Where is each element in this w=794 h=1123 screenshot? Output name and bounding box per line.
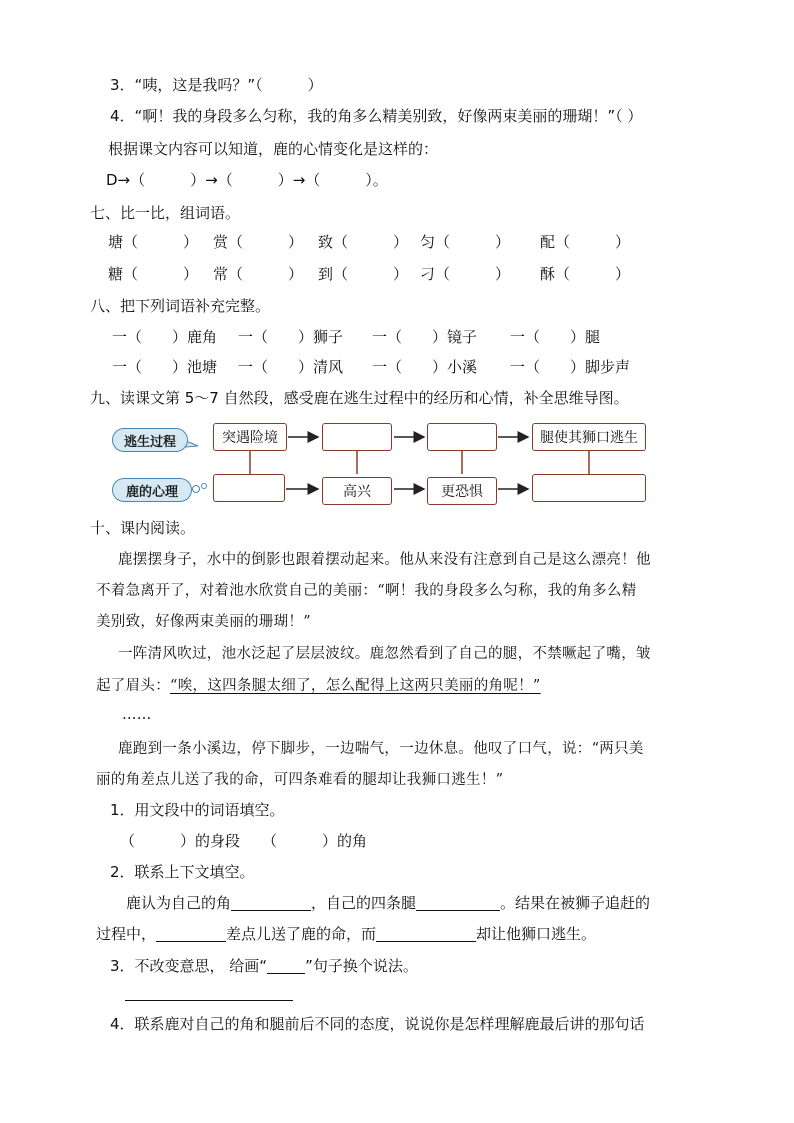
q10-s1: 1．用文段中的词语填空。 [110, 801, 285, 819]
q7-word[interactable]: 匀（ ） [420, 233, 511, 251]
underlined-sentence: “唉，这四条腿太细了，怎么配得上这两只美丽的角呢！” [170, 678, 541, 694]
q7-word[interactable]: 塘（ ） [108, 233, 199, 251]
q7-word[interactable]: 配（ ） [540, 233, 631, 251]
q8-row1 [0, 327, 794, 347]
s2-text: 差点儿送了鹿的命，而 [226, 925, 377, 943]
q6-item3: 3．“咦，这是我吗？”（ ） [110, 76, 323, 94]
q8-phrase[interactable]: 一（ ）腿 [510, 328, 601, 346]
box-bottom-3: 更恐惧 [427, 477, 497, 505]
rewrite-answer-line[interactable] [125, 1000, 293, 1001]
q10-s1-blanks [0, 831, 794, 851]
q8-phrase[interactable]: 一（ ）镜子 [372, 328, 478, 346]
passage-p2-line1: 一阵清风吹过，池水泛起了层层波纹。鹿忽然看到了自己的腿，不禁噘起了嘴，皱 [118, 646, 651, 662]
q7-row1 [0, 232, 794, 252]
box-bottom-4[interactable] [532, 474, 646, 502]
q8-phrase[interactable]: 一（ ）狮子 [238, 328, 344, 346]
passage-p1-line1: 鹿摆摆身子，水中的倒影也跟着摆动起来。他从来没有注意到自己是这么漂亮！他 [118, 552, 651, 568]
passage-text: 起了眉头： [96, 678, 170, 694]
q6-summary: 根据课文内容可以知道，鹿的心情变化是这样的： [108, 140, 439, 158]
q8-phrase[interactable]: 一（ ）池塘 [112, 358, 218, 376]
q7-word[interactable]: 糖（ ） [108, 265, 199, 283]
s2-text: 过程中， [96, 925, 157, 943]
thought-bubble [202, 484, 207, 489]
q7-word[interactable]: 常（ ） [213, 265, 304, 283]
q7-word[interactable]: 致（ ） [318, 233, 409, 251]
answer-blank[interactable] [156, 925, 226, 942]
box-bottom-1[interactable] [213, 474, 285, 502]
passage-ellipsis: …… [122, 707, 152, 723]
s2-text: 却让他狮口逃生。 [476, 925, 597, 943]
q8-phrase[interactable]: 一（ ）鹿角 [112, 328, 218, 346]
q10-s2-line2 [96, 924, 596, 944]
q7-word[interactable]: 到（ ） [318, 265, 409, 283]
q7-title: 七、比一比，组词语。 [90, 204, 241, 222]
box-bottom-2: 高兴 [322, 477, 392, 505]
s3-text: ”句子换个说法。 [305, 957, 418, 975]
box-top-1: 突遇险境 [213, 423, 287, 451]
s2-text: 鹿认为自己的角 [126, 894, 232, 912]
passage-p3-line1: 鹿跑到一条小溪边，停下脚步，一边喘气，一边休息。他叹了口气，说：“两只美 [118, 741, 644, 757]
q6-item4: 4．“啊！我的身段多么匀称，我的角多么精美别致，好像两束美丽的珊瑚！”（ ） [110, 107, 643, 125]
answer-blank[interactable] [231, 894, 311, 911]
box-top-4: 腿使其狮口逃生 [532, 423, 646, 451]
q10-s2-line1 [126, 893, 650, 913]
q8-phrase[interactable]: 一（ ）脚步声 [510, 358, 631, 376]
q7-word[interactable]: 赏（ ） [213, 233, 304, 251]
underline-marker [267, 957, 305, 974]
q9-title: 九、读课文第 5～7 自然段，感受鹿在逃生过程中的经历和心情，补全思维导图。 [90, 389, 629, 407]
q8-row2 [0, 357, 794, 377]
box-top-2[interactable] [322, 423, 392, 451]
q8-phrase[interactable]: 一（ ）小溪 [372, 358, 478, 376]
q7-row2 [0, 264, 794, 284]
answer-blank[interactable] [416, 894, 500, 911]
box-top-3[interactable] [427, 423, 497, 451]
passage-p1-line2: 不着急离开了，对着池水欣赏自己的美丽：“啊！我的身段多么匀称，我的角多么精 [96, 583, 637, 599]
fill-blank-antlers[interactable]: （ ）的角 [262, 832, 368, 850]
s3-text: 3．不改变意思， 给画“ [110, 957, 268, 975]
q8-title: 八、把下列词语补充完整。 [90, 297, 271, 315]
passage-p3-line2: 丽的角差点儿送了我的命，可四条难看的腿却让我狮口逃生！” [96, 772, 504, 788]
q10-s2: 2．联系上下文填空。 [110, 863, 255, 881]
s2-text: 。结果在被狮子追赶的 [500, 894, 651, 912]
s2-text: ，自己的四条腿 [311, 894, 417, 912]
q10-s3 [110, 956, 418, 976]
passage-p2-line2 [96, 676, 541, 696]
q7-word[interactable]: 刁（ ） [420, 265, 511, 283]
thought-bubble [193, 486, 200, 493]
tag-escape-process: 逃生过程 [112, 428, 188, 452]
tag-deer-mind: 鹿的心理 [112, 478, 192, 502]
q7-word[interactable]: 酥（ ） [540, 265, 631, 283]
q8-phrase[interactable]: 一（ ）清风 [238, 358, 344, 376]
passage-p1-line3: 美别致，好像两束美丽的珊瑚！” [96, 614, 311, 630]
q6-mood-chain[interactable]: D→（ ）→（ ）→（ ）。 [106, 171, 388, 189]
q10-s4: 4．联系鹿对自己的角和腿前后不同的态度，说说你是怎样理解鹿最后讲的那句话 [110, 1015, 645, 1033]
fill-blank-physique[interactable]: （ ）的身段 [120, 832, 241, 850]
answer-blank[interactable] [376, 925, 476, 942]
q10-title: 十、课内阅读。 [90, 519, 196, 537]
